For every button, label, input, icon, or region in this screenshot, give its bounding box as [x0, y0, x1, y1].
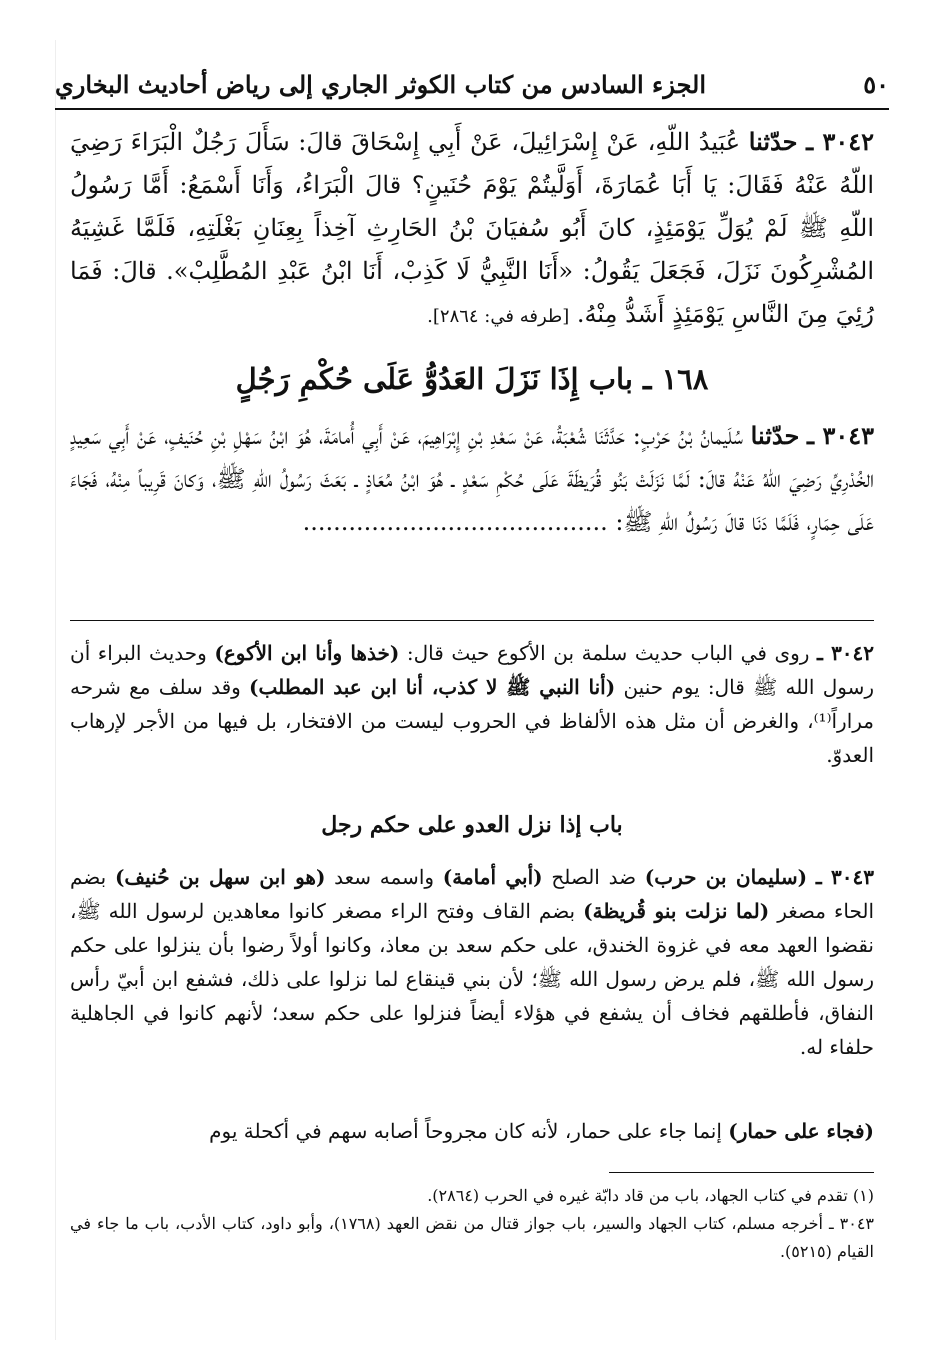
commentary-3043	[70, 860, 874, 1064]
footnotes	[70, 1182, 874, 1266]
quoted-phrase: (أبي أمامة)	[442, 865, 543, 889]
page-edge-line	[55, 40, 56, 1340]
hadith-text: سُلَيمانُ بْنُ حَرْبٍ: حَدَّثَنَا شُعْبَةُ، عَنْ سَعْدِ بْنِ إِبْرَاهِيمَ، عَنْ أَبِي أُمامَةَ، هُوَ ابْنُ سَهْلِ بْنِ حُنَيفٍ، عَنْ أَبِي سَعِيدٍ الخُدْرِيِّ رَضِيَ اللّهُ عَنْهُ قالَ: لَمَّا نَزَلَتْ بَنُو قُرَيظَةَ عَلَى حُكْمِ سَعْدٍ ـ هُوَ ابْنُ مُعَاذٍ ـ بَعَثَ رَسُولُ اللّهِ ﷺ، وَكانَ قَرِيباً مِنْهُ، فَجَاءَ عَلَى حِمَارٍ، فَلَمَّا دَنَا قالَ رَسُولُ اللّهِ ﷺ: ........................................	[70, 422, 874, 536]
footnote-1: (١) تقدم في كتاب الجهاد، باب من قاد دابّة غيره في الحرب (٢٨٦٤).	[427, 1186, 874, 1205]
hadith-3043	[70, 414, 874, 544]
commentary-text: إنما جاء على حمار، لأنه كان مجروحاً أصابه سهم في أكحلة يوم	[209, 1119, 722, 1143]
commentary-3042	[70, 636, 874, 772]
quoted-phrase: (هو ابن سهل بن حُنيف)	[114, 865, 326, 889]
section-divider	[70, 620, 874, 621]
hadith-number: ٣٠٤٣ ـ	[807, 421, 874, 450]
hadith-reference: [طرفه في: ٢٨٦٤].	[427, 306, 570, 327]
quoted-phrase: (سليمان بن حرب)	[644, 865, 808, 889]
chain-intro: حدّثنا	[748, 127, 798, 156]
chapter-heading: ١٦٨ ـ باب إِذَا نَزَلَ العَدُوُّ عَلَى حُكْمِ رَجُلٍ	[235, 362, 709, 396]
commentary-text: بضم القاف وفتح الراء مصغر كانوا معاهدين لرسول الله ﷺ، نقضوا العهد معه في غزوة الخندق، على حكم سعد بن معاذ، وكانوا أولاً رضوا بأن ينزلوا على حكم رسول الله ﷺ، فلم يرض رسول الله ﷺ؛ لأن بني قينقاع لما نزلوا على ذلك، فشفع ابن أبيّ رأس النفاق، فأطلقهم فخاف أن يشفع في هؤلاء أيضاً فنزلوا على حكم سعد؛ لأنهم كانوا في الجاهلية حلفاء له.	[70, 899, 874, 1059]
hadith-text: عُبَيدُ اللّهِ، عَنْ إِسْرَائِيلَ، عَنْ أَبِي إِسْحَاقَ قالَ: سَأَلَ رَجُلٌ الْبَرَاءَ رَضِيَ اللّهُ عَنْهُ فَقَالَ: يَا أَبَا عُمَارَةَ، أَوَلَّيتُمْ يَوْمَ حُنَينٍ؟ قالَ الْبَرَاءُ، وَأَنَا أَسْمَعُ: أَمَّا رَسُولُ اللّهِ ﷺ لَمْ يُوَلِّ يَوْمَئِذٍ، كانَ أَبُو سُفيَانَ بْنُ الحَارِثِ آخِذاً بِعِنَانِ بَغْلَتِهِ، فَلَمَّا غَشِيَهُ المُشْرِكُونَ نَزَلَ، فَجَعَلَ يَقُولُ: «أَنَا النَّبِيُّ لَا كَذِبْ، أَنَا ابْنُ عَبْدِ المُطَّلِبْ». قالَ: فَمَا رُئِيَ مِنَ النَّاسِ يَوْمَئِذٍ أَشَدُّ مِنْهُ.	[70, 128, 874, 328]
commentary-number: ٣٠٤٣ ـ	[815, 865, 874, 889]
quoted-phrase: (أنا النبي ﷺ لا كذب، أنا ابن عبد المطلب)	[249, 675, 616, 699]
quoted-phrase: (فجاء على حمار)	[728, 1119, 874, 1143]
commentary-subheading: باب إذا نزل العدو على حكم رجل	[321, 812, 623, 838]
commentary-text: روى في الباب حديث سلمة بن الأكوع حيث قال:	[406, 641, 810, 665]
quoted-phrase: (خذها وأنا ابن الأكوع)	[214, 641, 400, 665]
hadith-number: ٣٠٤٢ ـ	[806, 127, 874, 156]
commentary-text: واسمه سعد	[334, 865, 435, 889]
hadith-3042	[70, 120, 874, 338]
commentary-text: ضد الصلح	[551, 865, 637, 889]
chain-intro: حدّثنا	[750, 421, 800, 450]
commentary-number: ٣٠٤٢ ـ	[817, 641, 875, 665]
quoted-phrase: (لما نزلت بنو قُريظة)	[583, 899, 770, 923]
page-header	[55, 60, 889, 110]
footnote-divider	[609, 1172, 874, 1173]
page-number: ٥٠	[863, 69, 889, 99]
commentary-text: وقد سلف مع شرحه مراراً⁽¹⁾، والغرض أن مثل هذه الألفاظ في الحروب ليست من الافتخار، بل فيها من الأجر لإرهاب العدوّ.	[70, 675, 874, 767]
commentary-text: بضم الحاء مصغر	[70, 865, 875, 923]
running-title: الجزء السادس من كتاب الكوثر الجاري إلى رياض أحاديث البخاري	[55, 69, 707, 99]
commentary-3043-cont	[70, 1114, 874, 1148]
commentary-text: وحديث البراء أن رسول الله ﷺ قال: يوم حنين	[70, 641, 874, 699]
footnote-3043: ٣٠٤٣ ـ أخرجه مسلم، كتاب الجهاد والسير، باب جواز قتال من نقض العهد (١٧٦٨)، وأبو داود، كتاب الأدب، باب ما جاء في القيام (٥٢١٥).	[70, 1214, 875, 1261]
